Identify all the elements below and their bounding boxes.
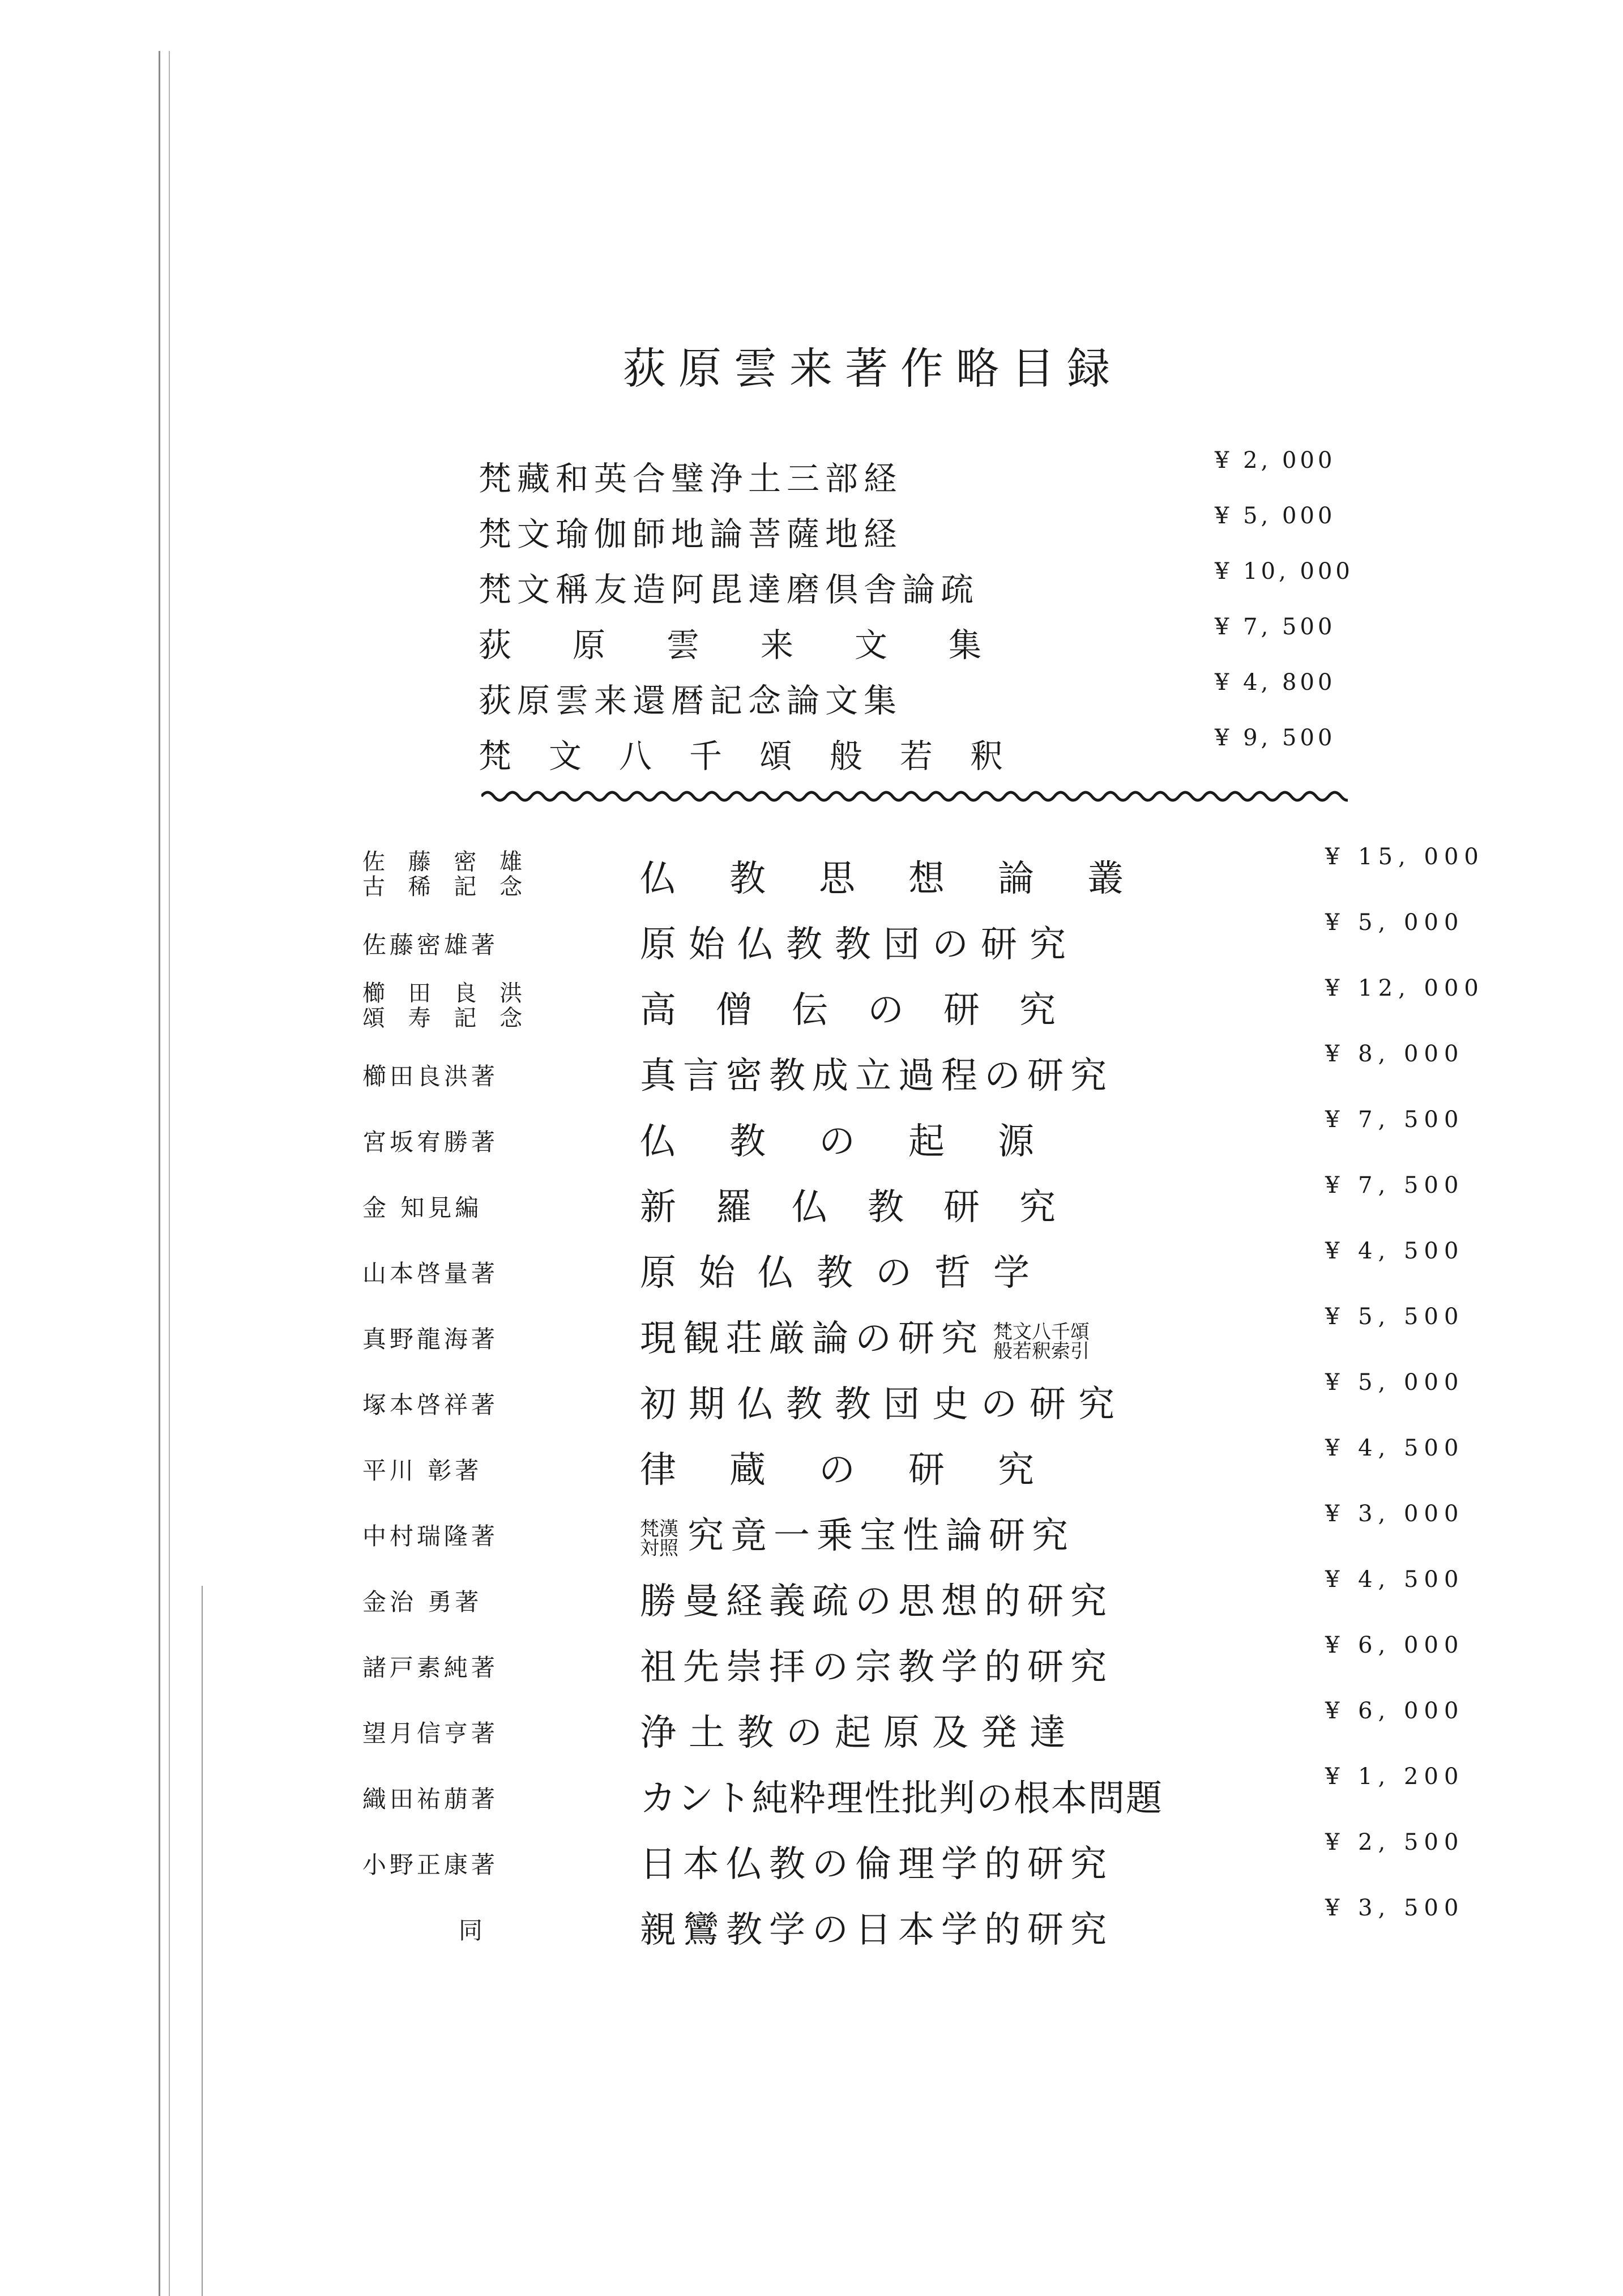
work-title: 梵文稱友造阿毘達磨倶舎論疏 — [479, 570, 980, 609]
book-price: ¥ 4, 500 — [1325, 1567, 1464, 1593]
list-item — [479, 614, 1351, 669]
work-title: 梵文瑜伽師地論菩薩地経 — [479, 515, 903, 553]
table-row — [362, 910, 1529, 975]
author-credit: 織田祐萠著 — [362, 1785, 499, 1813]
table-row — [362, 1172, 1529, 1238]
table-row — [362, 844, 1529, 910]
work-title: 梵文八千頌般若釈 — [479, 737, 1041, 775]
table-row — [362, 1238, 1529, 1304]
table-row — [362, 1107, 1529, 1172]
binding-line — [202, 1586, 203, 2296]
book-price: ¥ 3, 000 — [1325, 1501, 1464, 1527]
table-row — [362, 1632, 1529, 1698]
list-item — [479, 503, 1351, 558]
book-title: 親鸞教学の日本学的研究 — [640, 1909, 1113, 1951]
book-title: カント純粋理性批判の根本問題 — [640, 1778, 1163, 1820]
table-row — [362, 1895, 1529, 1961]
author-credit: 宮坂宥勝著 — [362, 1128, 499, 1156]
book-price: ¥ 6, 000 — [1325, 1698, 1464, 1724]
book-title: 梵漢 対照 究竟一乗宝性論研究 — [640, 1515, 1075, 1560]
table-row — [362, 1369, 1529, 1435]
book-title: 真言密教成立過程の研究 — [640, 1055, 1113, 1097]
table-row — [362, 1764, 1529, 1829]
table-row — [362, 1041, 1529, 1107]
author-credit: 小野正康著 — [362, 1851, 499, 1879]
author-credit: 諸戸素純著 — [362, 1654, 499, 1682]
book-price: ¥ 3, 500 — [1325, 1895, 1464, 1921]
book-price: ¥ 7, 500 — [1325, 1107, 1464, 1133]
table-row — [362, 1435, 1529, 1501]
binding-line — [169, 51, 170, 2296]
book-price: ¥ 15, 000 — [1325, 844, 1484, 870]
page-title: 荻原雲来著作略目録 — [623, 343, 1122, 394]
book-title: 祖先崇拝の宗教学的研究 — [640, 1646, 1113, 1688]
list-item — [479, 669, 1351, 725]
book-title: 仏教思想論叢 — [640, 858, 1177, 900]
list-item — [479, 558, 1351, 614]
list-item — [479, 725, 1351, 780]
book-price: ¥ 6, 000 — [1325, 1632, 1464, 1658]
title-prefix: 梵漢 対照 — [640, 1517, 678, 1560]
book-price: ¥ 1, 200 — [1325, 1764, 1464, 1790]
author-credit: 山本啓量著 — [362, 1260, 499, 1287]
book-title: 原始仏教教団の研究 — [640, 924, 1078, 966]
author-credit: 佐 藤 密 雄 古 稀 記 念 — [362, 849, 531, 900]
author-credit: 真野龍海著 — [362, 1325, 499, 1353]
wavy-divider — [481, 786, 1348, 806]
author-credit: 望月信亨著 — [362, 1719, 499, 1747]
book-price: ¥ 5, 000 — [1325, 1369, 1464, 1395]
work-price: ¥ 2, 000 — [1215, 447, 1336, 473]
author-credit: 中村瑞隆著 — [362, 1522, 499, 1550]
book-title: 仏教の起源 — [640, 1121, 1087, 1163]
book-title: 浄土教の起原及発達 — [640, 1712, 1078, 1754]
author-credit: 塚本啓祥著 — [362, 1391, 499, 1419]
work-title: 荻原雲来文集 — [479, 626, 1043, 664]
table-row — [362, 975, 1529, 1041]
table-row — [362, 1304, 1529, 1369]
author-credit: 櫛田良洪著 — [362, 1062, 499, 1090]
book-price: ¥ 2, 500 — [1325, 1829, 1464, 1855]
author-credit: 同 — [459, 1917, 486, 1944]
book-title: 初期仏教教団史の研究 — [640, 1384, 1127, 1426]
book-title: 日本仏教の倫理学的研究 — [640, 1843, 1113, 1885]
author-credit: 櫛 田 良 洪 頌 寿 記 念 — [362, 980, 531, 1031]
book-title: 律蔵の研究 — [640, 1449, 1087, 1491]
book-price: ¥ 4, 500 — [1325, 1435, 1464, 1461]
book-price: ¥ 5, 000 — [1325, 910, 1464, 936]
table-row — [362, 1567, 1529, 1632]
author-credit: 平川 彰著 — [362, 1457, 482, 1484]
top-works-list — [479, 447, 1351, 780]
author-credit: 金 知見編 — [362, 1194, 482, 1222]
book-price: ¥ 12, 000 — [1325, 975, 1484, 1001]
book-price: ¥ 7, 500 — [1325, 1172, 1464, 1198]
list-item — [479, 447, 1351, 503]
table-row — [362, 1501, 1529, 1567]
book-title: 新羅仏教研究 — [640, 1187, 1095, 1228]
book-title: 高僧伝の研究 — [640, 989, 1095, 1031]
book-list — [362, 844, 1529, 1961]
work-title: 梵藏和英合璧浄土三部経 — [479, 459, 903, 498]
binding-line — [159, 51, 160, 2296]
work-price: ¥ 7, 500 — [1215, 614, 1336, 640]
book-title: 現観荘厳論の研究 梵文八千頌 般若釈索引 — [640, 1318, 1090, 1363]
book-price: ¥ 8, 000 — [1325, 1041, 1464, 1067]
book-title: 原始仏教の哲学 — [640, 1252, 1052, 1294]
work-price: ¥ 4, 800 — [1215, 669, 1336, 695]
book-price: ¥ 5, 500 — [1325, 1304, 1464, 1330]
title-note: 梵文八千頌 般若釈索引 — [993, 1320, 1090, 1363]
author-credit: 金治 勇著 — [362, 1588, 482, 1616]
work-title: 荻原雲来還暦記念論文集 — [479, 681, 903, 720]
work-price: ¥ 5, 000 — [1215, 503, 1336, 529]
work-price: ¥ 9, 500 — [1215, 725, 1336, 751]
author-credit: 佐藤密雄著 — [362, 931, 499, 959]
table-row — [362, 1698, 1529, 1764]
book-title: 勝曼経義疏の思想的研究 — [640, 1581, 1113, 1623]
table-row — [362, 1829, 1529, 1895]
book-price: ¥ 4, 500 — [1325, 1238, 1464, 1264]
work-price: ¥ 10, 000 — [1215, 558, 1353, 584]
